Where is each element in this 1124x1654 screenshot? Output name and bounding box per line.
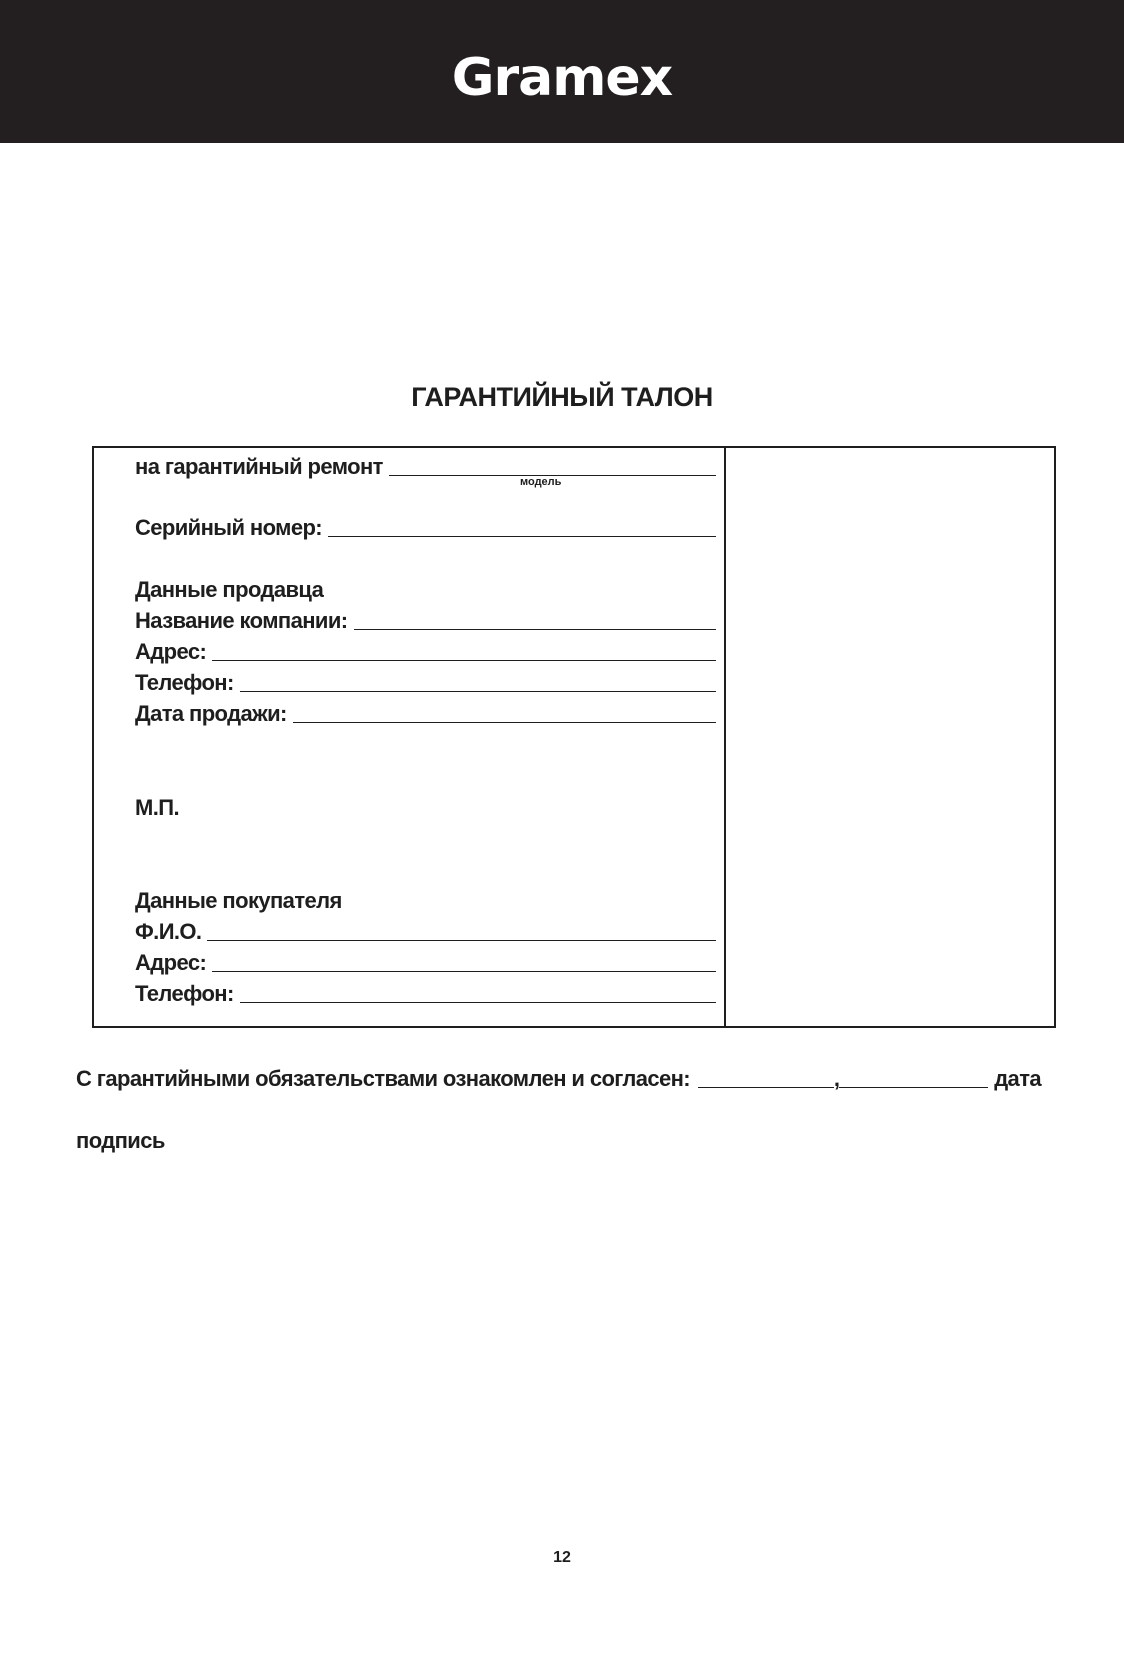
repair-label: на гарантийный ремонт: [135, 454, 383, 479]
seller-address-input-line[interactable]: [212, 659, 716, 661]
date-label: дата: [994, 1066, 1041, 1091]
buyer-phone-field: [135, 981, 716, 1007]
buyer-heading: Данные покупателя: [135, 888, 342, 913]
buyer-phone-label: Телефон:: [135, 981, 234, 1006]
page-header: [0, 0, 1124, 143]
sale-date-field: [135, 701, 716, 727]
model-caption: модель: [520, 476, 562, 488]
buyer-address-field: [135, 950, 716, 976]
repair-model-field: [135, 454, 716, 480]
seller-phone-field: [135, 670, 716, 696]
buyer-address-input-line[interactable]: [212, 970, 716, 972]
seller-phone-label: Телефон:: [135, 670, 234, 695]
gramex-logo: Gramex: [451, 48, 673, 108]
buyer-phone-input-line[interactable]: [240, 1001, 716, 1003]
buyer-name-input-line[interactable]: [207, 939, 716, 941]
seller-address-field: [135, 639, 716, 665]
company-input-line[interactable]: [354, 628, 717, 630]
seller-heading: Данные продавца: [135, 577, 324, 602]
serial-number-field: [135, 515, 716, 541]
document-title: ГАРАНТИЙНЫЙ ТАЛОН: [411, 382, 713, 412]
page-number: 12: [553, 1549, 571, 1566]
seller-address-label: Адрес:: [135, 639, 207, 664]
agreement-text: С гарантийными обязательствами ознакомлен и согласен:: [76, 1066, 691, 1091]
card-divider: [724, 446, 726, 1028]
serial-input-line[interactable]: [328, 535, 716, 537]
signature-input-line[interactable]: [698, 1086, 834, 1088]
signature-label: подпись: [76, 1128, 165, 1153]
seller-phone-input-line[interactable]: [240, 690, 716, 692]
agreement-line: [76, 1066, 1041, 1092]
stamp-label: М.П.: [135, 795, 179, 820]
sale-date-input-line[interactable]: [293, 721, 716, 723]
buyer-name-label: Ф.И.О.: [135, 919, 202, 944]
buyer-name-field: [135, 919, 716, 945]
sale-date-label: Дата продажи:: [135, 701, 287, 726]
date-input-line[interactable]: [839, 1086, 988, 1088]
buyer-address-label: Адрес:: [135, 950, 207, 975]
agreement-comma: ,: [833, 1066, 840, 1091]
company-name-field: [135, 608, 716, 634]
serial-label: Серийный номер:: [135, 515, 323, 540]
company-label: Название компании:: [135, 608, 348, 633]
